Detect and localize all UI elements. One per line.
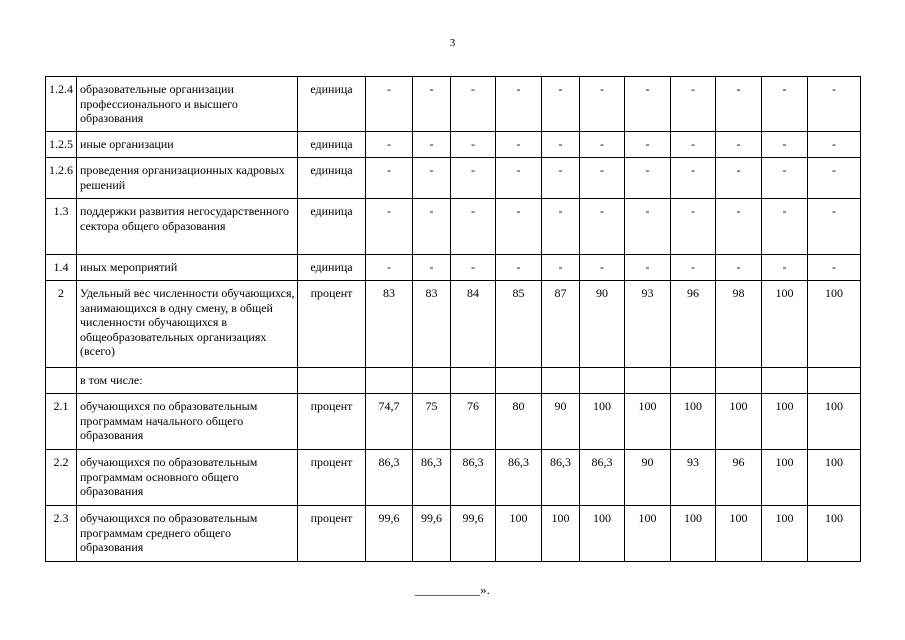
value-cell <box>716 368 762 394</box>
value-cell: - <box>542 199 580 255</box>
value-cell: - <box>366 255 413 281</box>
value-cell: 86,3 <box>451 450 496 506</box>
value-cell: - <box>580 158 625 199</box>
value-cell: - <box>542 132 580 158</box>
value-cell: 100 <box>808 506 861 562</box>
value-cell: - <box>413 255 451 281</box>
value-cell: - <box>762 132 808 158</box>
value-cell: - <box>496 132 542 158</box>
indicator-name: в том числе: <box>77 368 298 394</box>
value-cell: - <box>580 132 625 158</box>
value-cell: 100 <box>808 450 861 506</box>
value-cell: 100 <box>762 506 808 562</box>
value-cell: 100 <box>762 281 808 368</box>
value-cell: 74,7 <box>366 394 413 450</box>
value-cell: - <box>451 158 496 199</box>
value-cell: 100 <box>716 506 762 562</box>
value-cell: 100 <box>625 506 671 562</box>
indicator-name: обучающихся по образовательным программам среднего общего образования <box>77 506 298 562</box>
table-row <box>46 450 861 506</box>
row-number <box>46 368 77 394</box>
value-cell: 100 <box>762 450 808 506</box>
value-cell: - <box>625 199 671 255</box>
value-cell: 87 <box>542 281 580 368</box>
value-cell <box>762 368 808 394</box>
unit-of-measure: единица <box>298 255 366 281</box>
value-cell <box>496 368 542 394</box>
value-cell: 98 <box>716 281 762 368</box>
value-cell: 99,6 <box>366 506 413 562</box>
value-cell: 100 <box>580 394 625 450</box>
unit-of-measure: единица <box>298 77 366 132</box>
value-cell: - <box>762 158 808 199</box>
value-cell: 86,3 <box>580 450 625 506</box>
table-row <box>46 281 861 368</box>
closing-mark: __________». <box>415 582 490 597</box>
value-cell: 86,3 <box>496 450 542 506</box>
value-cell: 96 <box>716 450 762 506</box>
value-cell: - <box>496 255 542 281</box>
indicator-name: обучающихся по образовательным программам начального общего образования <box>77 394 298 450</box>
value-cell: - <box>762 199 808 255</box>
indicator-name: Удельный вес численности обучающихся, занимающихся в одну смену, в общей численности обучающихся в общеобразовательных организациях (всего) <box>77 281 298 368</box>
value-cell <box>542 368 580 394</box>
value-cell: 100 <box>580 506 625 562</box>
value-cell <box>366 368 413 394</box>
value-cell: 86,3 <box>413 450 451 506</box>
value-cell: - <box>671 199 716 255</box>
value-cell: 90 <box>580 281 625 368</box>
value-cell: 80 <box>496 394 542 450</box>
value-cell: - <box>671 158 716 199</box>
value-cell: - <box>580 255 625 281</box>
row-number: 2.2 <box>46 450 77 506</box>
value-cell: - <box>580 199 625 255</box>
value-cell: - <box>808 77 861 132</box>
value-cell: - <box>716 77 762 132</box>
indicator-name: иные организации <box>77 132 298 158</box>
indicator-name: образовательные организации профессионального и высшего образования <box>77 77 298 132</box>
row-number: 2.3 <box>46 506 77 562</box>
indicators-table <box>45 76 861 562</box>
value-cell: - <box>671 255 716 281</box>
value-cell: - <box>762 77 808 132</box>
unit-of-measure: процент <box>298 506 366 562</box>
value-cell: 84 <box>451 281 496 368</box>
indicator-name: обучающихся по образовательным программам основного общего образования <box>77 450 298 506</box>
unit-of-measure: процент <box>298 450 366 506</box>
value-cell: 100 <box>808 394 861 450</box>
value-cell: - <box>366 132 413 158</box>
value-cell: 76 <box>451 394 496 450</box>
value-cell: 100 <box>542 506 580 562</box>
value-cell: 86,3 <box>366 450 413 506</box>
row-number: 1.2.4 <box>46 77 77 132</box>
value-cell: - <box>580 77 625 132</box>
value-cell: 83 <box>413 281 451 368</box>
table-row <box>46 199 861 255</box>
value-cell: 96 <box>671 281 716 368</box>
table-row <box>46 368 861 394</box>
unit-of-measure: единица <box>298 132 366 158</box>
value-cell: - <box>451 132 496 158</box>
value-cell: - <box>716 158 762 199</box>
value-cell: - <box>413 199 451 255</box>
value-cell: - <box>625 158 671 199</box>
value-cell: - <box>625 77 671 132</box>
row-number: 1.4 <box>46 255 77 281</box>
value-cell <box>413 368 451 394</box>
table-row <box>46 506 861 562</box>
value-cell: - <box>496 77 542 132</box>
value-cell: - <box>625 255 671 281</box>
row-number: 1.2.6 <box>46 158 77 199</box>
value-cell: 100 <box>716 394 762 450</box>
value-cell: 100 <box>625 394 671 450</box>
value-cell: - <box>366 199 413 255</box>
value-cell: - <box>413 158 451 199</box>
value-cell: - <box>716 132 762 158</box>
table-row <box>46 158 861 199</box>
value-cell: 99,6 <box>451 506 496 562</box>
value-cell: 83 <box>366 281 413 368</box>
value-cell: 86,3 <box>542 450 580 506</box>
value-cell <box>580 368 625 394</box>
table-row <box>46 394 861 450</box>
value-cell <box>451 368 496 394</box>
table-row <box>46 77 861 132</box>
value-cell: - <box>413 77 451 132</box>
value-cell <box>808 368 861 394</box>
value-cell: - <box>451 199 496 255</box>
value-cell: - <box>451 77 496 132</box>
page-number: 3 <box>449 37 456 49</box>
unit-of-measure <box>298 368 366 394</box>
value-cell <box>671 368 716 394</box>
value-cell: 93 <box>671 450 716 506</box>
row-number: 2.1 <box>46 394 77 450</box>
value-cell: - <box>496 158 542 199</box>
unit-of-measure: процент <box>298 394 366 450</box>
table-row <box>46 132 861 158</box>
unit-of-measure: единица <box>298 158 366 199</box>
value-cell: - <box>496 199 542 255</box>
indicator-name: иных мероприятий <box>77 255 298 281</box>
value-cell: - <box>716 199 762 255</box>
value-cell: - <box>542 255 580 281</box>
value-cell: 100 <box>496 506 542 562</box>
value-cell: 90 <box>625 450 671 506</box>
value-cell: - <box>625 132 671 158</box>
value-cell: - <box>808 199 861 255</box>
value-cell: 100 <box>808 281 861 368</box>
value-cell: - <box>671 77 716 132</box>
value-cell: - <box>451 255 496 281</box>
unit-of-measure: единица <box>298 199 366 255</box>
value-cell: 100 <box>762 394 808 450</box>
unit-of-measure: процент <box>298 281 366 368</box>
row-number: 1.3 <box>46 199 77 255</box>
indicator-name: проведения организационных кадровых решений <box>77 158 298 199</box>
value-cell: 100 <box>671 394 716 450</box>
row-number: 1.2.5 <box>46 132 77 158</box>
value-cell: - <box>366 77 413 132</box>
value-cell: - <box>542 77 580 132</box>
table-body <box>46 77 861 562</box>
value-cell: - <box>542 158 580 199</box>
value-cell: 93 <box>625 281 671 368</box>
row-number: 2 <box>46 281 77 368</box>
value-cell: - <box>413 132 451 158</box>
value-cell: - <box>808 255 861 281</box>
value-cell: 99,6 <box>413 506 451 562</box>
value-cell: - <box>366 158 413 199</box>
value-cell: 100 <box>671 506 716 562</box>
value-cell: - <box>808 132 861 158</box>
value-cell: 75 <box>413 394 451 450</box>
value-cell: - <box>762 255 808 281</box>
value-cell: 90 <box>542 394 580 450</box>
value-cell: - <box>671 132 716 158</box>
value-cell <box>625 368 671 394</box>
value-cell: 85 <box>496 281 542 368</box>
indicator-name: поддержки развития негосударственного сектора общего образования <box>77 199 298 255</box>
value-cell: - <box>808 158 861 199</box>
value-cell: - <box>716 255 762 281</box>
table-row <box>46 255 861 281</box>
